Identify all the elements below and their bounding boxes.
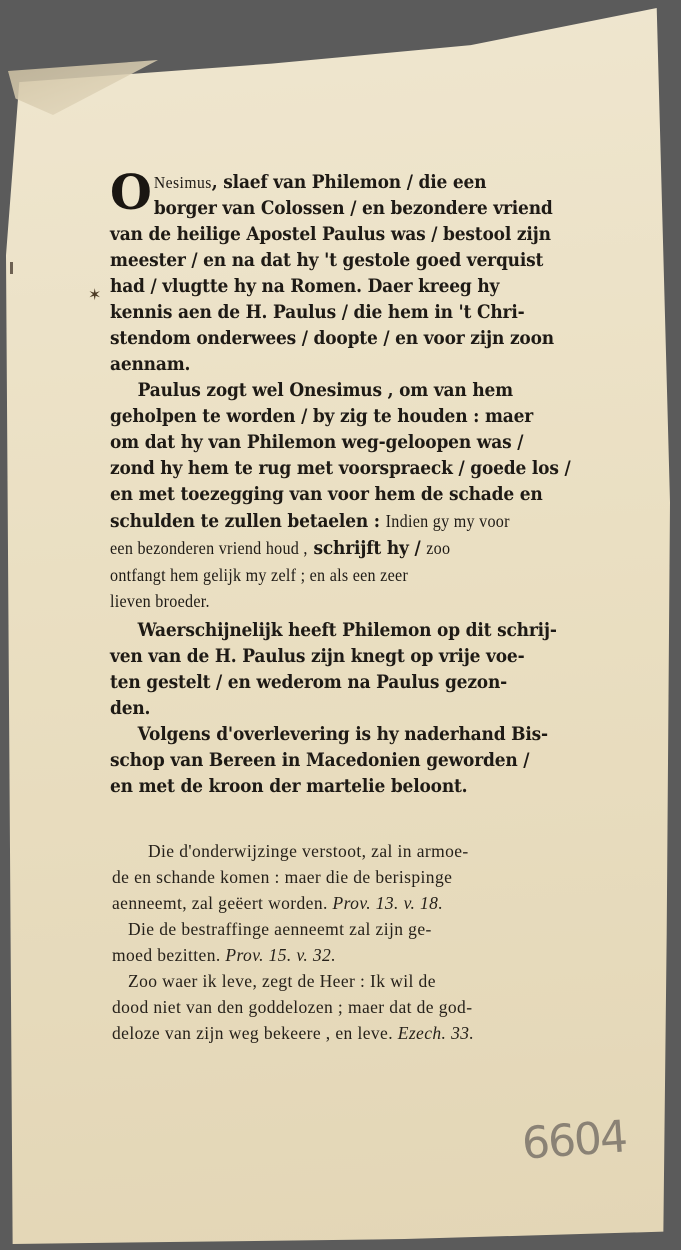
text-line: Volgens d'overlevering is hy naderhand Bis- xyxy=(137,724,548,745)
text-line: ven van de H. Paulus zijn knegt op vrije voe- xyxy=(110,646,525,667)
main-text xyxy=(110,165,622,800)
proverbs-block xyxy=(112,838,623,1046)
ink-blot-icon: ✶ xyxy=(88,285,102,304)
text-line: stendom onderwees / doopte / en voor zijn zoon xyxy=(110,328,554,349)
text-line xyxy=(110,170,581,196)
paragraph-3 xyxy=(110,618,622,722)
dropcap: O xyxy=(110,165,152,221)
text-line xyxy=(112,890,623,916)
scripture-reference: Prov. 13. v. 18. xyxy=(332,893,444,913)
text-line: Die de bestraffinge aenneemt zal zijn ge- xyxy=(128,919,432,939)
text-line: aennam. xyxy=(110,354,191,375)
line-rest: , slaef van Philemon / die een xyxy=(211,172,487,193)
text-line: geholpen te worden / by zig te houden : maer xyxy=(110,406,534,427)
proverb-text: deloze van zijn weg bekeere , en leve. xyxy=(112,1023,393,1043)
text-line: Zoo waer ik leve, zegt de Heer : Ik wil de xyxy=(128,971,436,991)
gothic-span: schulden te zullen betaelen : xyxy=(110,511,380,532)
paragraph-2 xyxy=(110,378,622,614)
text-line: zond hy hem te rug met voorspraeck / goede los / xyxy=(110,458,571,479)
text-line: dood niet van den goddelozen ; maer dat de god- xyxy=(112,997,473,1017)
text-line: van de heilige Apostel Paulus was / bestool zijn xyxy=(110,224,551,245)
edge-mark xyxy=(10,262,13,274)
pencil-inventory-number: 6604 xyxy=(520,1111,628,1170)
text-line: Paulus zogt wel Onesimus , om van hem xyxy=(137,380,514,401)
text-line: den. xyxy=(110,698,151,719)
roman-span: zoo xyxy=(426,538,451,558)
text-line: de en schande komen : maer die de berispinge xyxy=(112,867,453,887)
text-line: schop van Bereen in Macedonien geworden / xyxy=(110,750,530,771)
roman-span: Indien gy my voor xyxy=(385,511,510,531)
text-line: ontfangt hem gelijk my zelf ; en als een zeer xyxy=(110,565,409,585)
proverb-text: aenneemt, zal geëert worden. xyxy=(112,893,328,913)
scripture-reference: Ezech. 33. xyxy=(397,1023,475,1043)
text-line: om dat hy van Philemon weg-geloopen was / xyxy=(110,432,524,453)
paragraph-1 xyxy=(110,165,622,378)
text-line: en met toezegging van voor hem de schade en xyxy=(110,484,543,505)
proverb-text: moed bezitten. xyxy=(112,945,221,965)
text-line: meester / en na dat hy 't gestole goed verquist xyxy=(110,250,544,271)
text-line: had / vlugtte hy na Romen. Daer kreeg hy xyxy=(110,276,500,297)
scripture-reference: Prov. 15. v. 32. xyxy=(225,945,336,965)
proverb-3 xyxy=(112,968,623,1046)
text-line: Waerschijnelijk heeft Philemon op dit schrij- xyxy=(137,620,557,641)
text-line: Die d'onderwijzinge verstoot, zal in armoe- xyxy=(148,841,469,861)
lead-word: Nesimus xyxy=(153,173,212,192)
proverb-2 xyxy=(112,916,623,968)
text-line xyxy=(112,1020,623,1046)
text-line: borger van Colossen / en bezondere vriend xyxy=(153,198,553,219)
gothic-span: schrijft hy / xyxy=(313,538,421,559)
text-line xyxy=(110,508,581,535)
text-line: en met de kroon der martelie beloont. xyxy=(110,776,468,797)
text-line xyxy=(112,942,623,968)
text-line: lieven broeder. xyxy=(110,591,210,611)
text-line: ten gestelt / en wederom na Paulus gezon- xyxy=(110,672,508,693)
roman-span: een bezonderen vriend houd , xyxy=(110,538,308,558)
text-line: kennis aen de H. Paulus / die hem in 't Chri- xyxy=(110,302,525,323)
text-line xyxy=(110,535,581,562)
proverb-1 xyxy=(112,838,623,916)
paragraph-4 xyxy=(110,722,622,800)
